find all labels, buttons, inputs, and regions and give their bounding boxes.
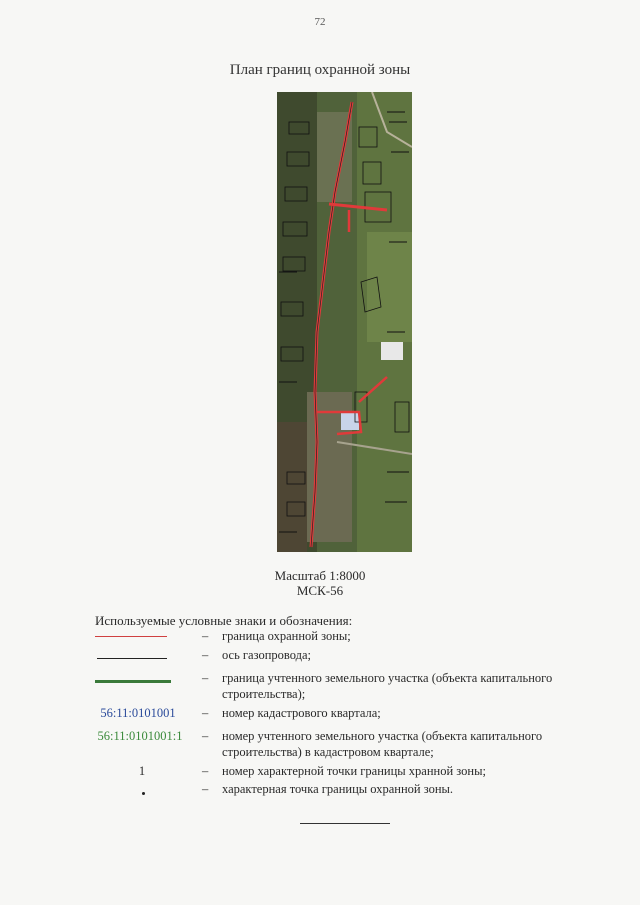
map-svg — [277, 92, 412, 552]
legend-dash: – — [202, 648, 209, 662]
legend-heading: Используемые условные знаки и обозначения: — [95, 613, 353, 628]
map-field-meadow — [367, 232, 412, 342]
legend-text: номер учтенного земельного участка (объекта капитального строительства) в кадастровом квартале; — [222, 729, 543, 759]
map-building — [381, 342, 403, 360]
legend-text: граница охранной зоны; — [222, 629, 351, 643]
map-scale-block — [0, 568, 640, 598]
legend-text: номер характерной точки границы хранной зоны; — [222, 764, 486, 778]
page-title: План границ охранной зоны — [229, 62, 411, 78]
page-number: 72 — [314, 16, 326, 28]
zone-border-line-sample — [95, 636, 167, 637]
parcel-code-sample: 56:11:0101001:1 — [97, 729, 183, 743]
map-scale: Масштаб 1:8000 — [274, 568, 366, 583]
legend-dash: – — [202, 782, 209, 796]
point-number-sample: 1 — [138, 764, 146, 778]
legend-text: ось газопровода; — [222, 648, 312, 662]
legend-text: граница учтенного земельного участка (объекта капитального строительства); — [222, 671, 553, 701]
map-building — [341, 412, 359, 430]
legend-dash: – — [202, 706, 209, 720]
legend-dash: – — [202, 671, 209, 685]
legend-dash: – — [202, 629, 209, 643]
point-dot-icon — [142, 792, 145, 795]
legend-dash: – — [202, 729, 209, 743]
satellite-map — [277, 92, 412, 552]
legend-dash: – — [202, 764, 209, 778]
bottom-rule — [300, 823, 390, 824]
map-crs: МСК-56 — [296, 583, 344, 598]
quarter-code-sample: 56:11:0101001 — [100, 706, 176, 720]
legend-text: характерная точка границы охранной зоны. — [222, 782, 454, 796]
parcel-border-line-sample — [95, 680, 171, 683]
legend-text: номер кадастрового квартала; — [222, 706, 381, 720]
pipeline-axis-line-sample — [97, 658, 167, 659]
